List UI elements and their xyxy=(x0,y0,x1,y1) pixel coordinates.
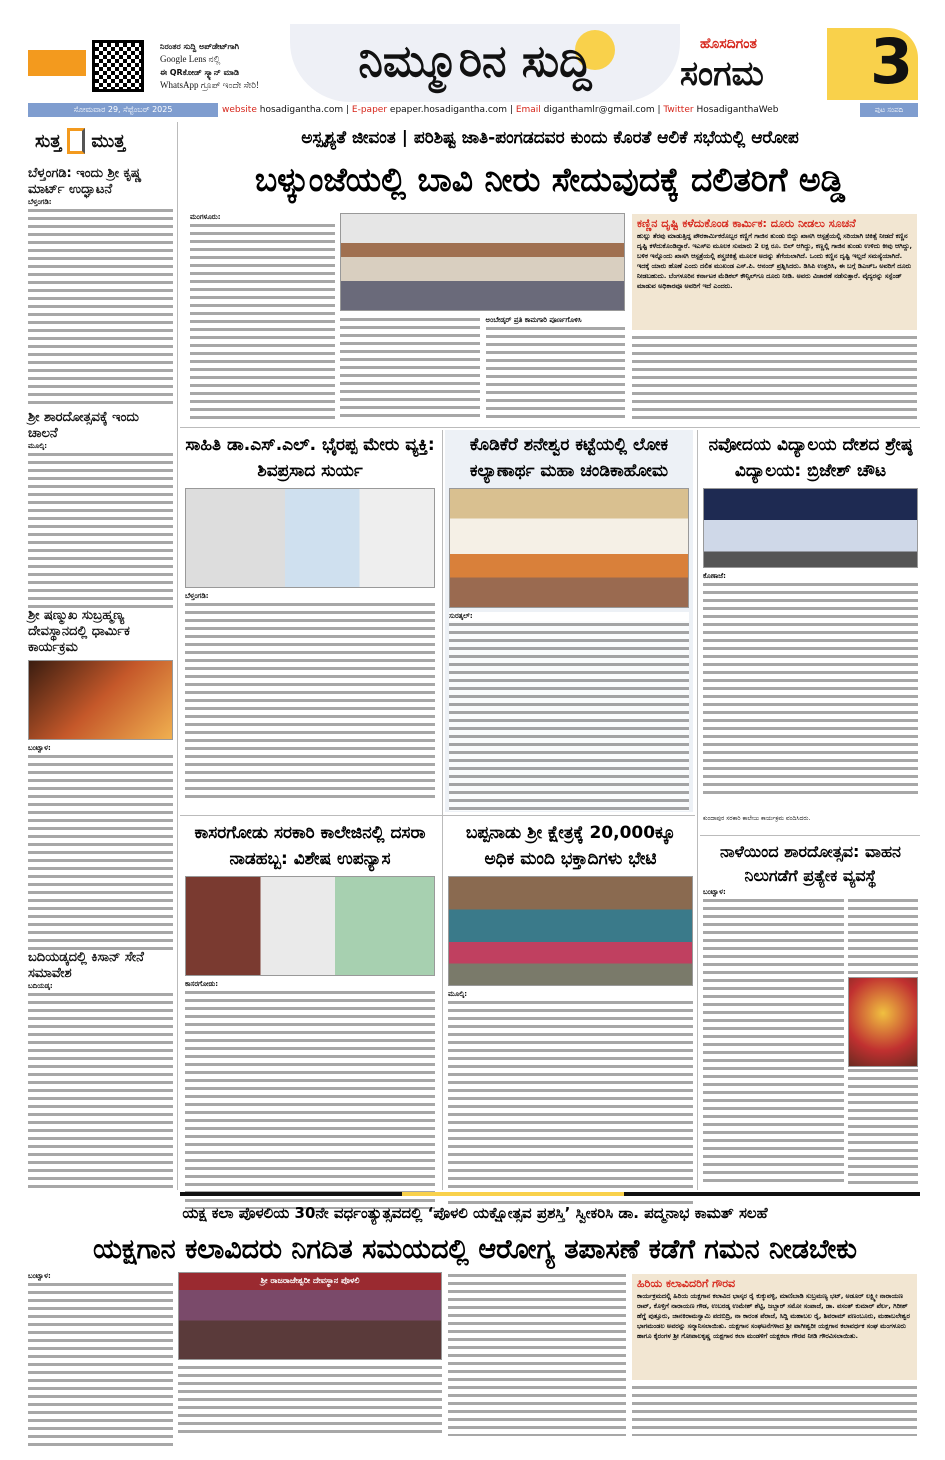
link-value: diganthamlr@gmail.com xyxy=(543,105,655,115)
link-value: epaper.hosadigantha.com xyxy=(389,105,508,115)
link-label: website xyxy=(222,105,257,115)
story-photo xyxy=(185,488,435,588)
divider xyxy=(442,430,443,1190)
body-text xyxy=(486,325,626,420)
sidebar-headline: ಶ್ರೀ ಷಣ್ಮುಖ ಸುಬ್ರಹ್ಮಣ್ಯ ದೇವಸ್ಥಾನದಲ್ಲಿ ಧಾರ್ಮಿಕ ಕಾರ್ಯಕ್ರಮ xyxy=(28,608,130,655)
masthead-title: ನಿಮ್ಮೂರಿನ ಸುದ್ದಿ xyxy=(358,36,592,87)
qr-instructions xyxy=(160,40,290,92)
body-text xyxy=(448,1272,626,1436)
story-headline: ಕೊಡಿಕೆರೆ ಶನೇಶ್ವರ ಕಟ್ಟೆಯಲ್ಲಿ ಲೋಕ ಕಲ್ಯಾಣಾರ್ಥ ಮಹಾ ಚಂಡಿಕಾಹೋಮ xyxy=(469,435,669,481)
story-side xyxy=(848,897,918,1187)
bottom-photo xyxy=(178,1272,442,1360)
link-label: E-paper xyxy=(351,105,388,115)
link-website[interactable] xyxy=(222,105,343,115)
body-text xyxy=(703,581,918,796)
date-bar: ಸೋಮವಾರ 29, ಸೆಪ್ಟೆಂಬರ್ 2025 xyxy=(28,103,218,117)
bottom-kicker: ಯಕ್ಷ ಕಲಾ ಪೊಳಲಿಯ 30ನೇ ವರ್ಧಂತ್ಯುತ್ಸವದಲ್ಲಿ ‘ಪೊಳಲಿ ಯಕ್ಷೋತ್ಸವ ಪ್ರಶಸ್ತಿ’ ಸ್ವೀಕರಿಸಿ ಡಾ. ಪದ್ಮನಾಭ ಕಾಮತ್ ಸಲಹೆ xyxy=(182,1204,768,1222)
sidebar-story-4 xyxy=(28,950,173,1191)
body-text xyxy=(185,989,435,1209)
story-navodaya xyxy=(703,432,918,796)
lead-column-3 xyxy=(486,316,626,421)
link-label: Email xyxy=(515,105,541,115)
body-text xyxy=(28,991,173,1191)
edition-label: ಪುಟ ಸಂಪದಿ xyxy=(860,103,918,117)
story-chandikahoma xyxy=(445,430,693,812)
box-text: ಹುಲ್ಲು ತೆರವು ಮಾಡುತ್ತಿದ್ದ ಪೌರಕಾರ್ಮಿಕರೊಬ್ಬರ ಕಣ್ಣಿಗೆ ಗಾಜಿನ ತುಂಡು ಬಿದ್ದು ಖಾಸಗಿ ಆಸ್ಪತ್ರೆಯಲ್ಲಿ ಸರಿಯಾಗಿ ಚಿಕಿತ್ಸೆ ನೀಡದೆ ಕಣ್ಣಿನ ದೃಷ್ಟಿ ಕಳೆದುಕೊಂಡಿದ್ದಾರೆ. ಇಎಸ್‌ಐ ಮೂಲಕ ಸುಮಾರು 2 ಲಕ್ಷ ರೂ. ಬಿಲ್ ಆಗಿದ್ದು, ಕಣ್ಣಲ್ಲಿ ಗಾಜಿನ ತುಂಡು ಉಳಿದು ಕೀವು ಆಗಿದ್ದು, ಬಳಿಕ ಇನ್ನೊಂದು ಖಾಸಗಿ ಆಸ್ಪತ್ರೆಯಲ್ಲಿ ಶಸ್ತ್ರಚಿಕಿತ್ಸೆ ಮೂಲಕ ಅದನ್ನು ತೆಗೆಯಲಾಗಿದೆ. ಒಂದು ಕಣ್ಣಿನ ದೃಷ್ಟಿ ಇಲ್ಲದೆ ಸಮಸ್ಯೆಯಾಗಿದೆ. ಇದಕ್ಕೆ ಯಾರು ಹೊಣೆ ಎಂದು ದಲಿತ ಮುಖಂಡ ಎಸ್.ಪಿ. ಆನಂದ್ ಪ್ರಶ್ನಿಸಿದರು. ಡಿಸಿಪಿ ಉತ್ತರಿಸಿ, ಈ ಬಗ್ಗೆ ಡಿಎಚ್‌ಒ ಅವರಿಗೆ ದೂರು ನೀಡಬಹುದು. ಬೆಂಗಳೂರಿನ ಕರ್ನಾಟಕ ಮೆಡಿಕಲ್ ಕೌನ್ಸಿಲ್‌ಗೂ ದೂರು ನೀಡಿ. ಅವರು ವಿಚಾರಣೆ ನಡೆಸುತ್ತಾರೆ. ವೈದ್ಯರನ್ನು ಸಸ್ಪೆಂಡ್ ಮಾಡುವ ಅಧಿಕಾರವೂ ಅವರಿಗೆ ಇದೆ ಎಂದರು. xyxy=(637,232,912,290)
sidebar-headline: ಶ್ರೀ ಶಾರದೋತ್ಸವಕ್ಕೆ ಇಂದು ಚಾಲನೆ xyxy=(28,410,139,441)
subhead: ಅಂಬೇಡ್ಕರ್ ಪ್ರತಿ ಕಾಮಗಾರಿ ಪೂರ್ಣಗೊಳಿಸಿ xyxy=(486,316,626,325)
sidebar-headline: ಬೆಳ್ತಂಗಡಿ: ಇಂದು ಶ್ರೀ ಕೃಷ್ಣ ಮಾರ್ಟ್ ಉದ್ಘಾಟನೆ xyxy=(28,166,142,197)
bottom-sidebox xyxy=(632,1274,917,1380)
body-text xyxy=(28,1281,173,1446)
story-kasaragod xyxy=(185,820,435,1209)
body-text xyxy=(632,1384,917,1436)
story-headline: ನಾಳೆಯಿಂದ ಶಾರದೋತ್ಸವ: ವಾಹನ ನಿಲುಗಡೆಗೆ ಪ್ರತ್ಯೇಕ ವ್ಯವಸ್ಥೆ xyxy=(720,842,901,885)
body-text xyxy=(632,334,917,422)
qr-line: WhatsApp ಗ್ರೂಪ್ ಇಂದೇ ಸೇರಿ! xyxy=(160,80,260,90)
sidebar-title-right: ಮುತ್ತ xyxy=(91,130,126,152)
sidebar-story-1 xyxy=(28,166,173,407)
link-epaper[interactable] xyxy=(352,105,507,115)
page-number: 3 xyxy=(870,25,914,98)
dateline: ಬೆಳ್ತಂಗಡಿ: xyxy=(185,592,435,601)
dateline: ಬದಿಯಡ್ಕ: xyxy=(28,982,173,991)
link-value: hosadigantha.com xyxy=(259,105,344,115)
divider xyxy=(700,835,920,836)
sidebar-story-3 xyxy=(28,608,173,953)
body-text xyxy=(190,222,335,422)
story-photo xyxy=(185,876,435,976)
lead-column-1 xyxy=(190,213,335,422)
qr-line: ಈ QRಕೋಡ್ ಸ್ಕ್ಯಾನ್ ಮಾಡಿ xyxy=(160,68,240,77)
bottom-headline: ಯಕ್ಷಗಾನ ಕಲಾವಿದರು ನಿಗದಿತ ಸಮಯದಲ್ಲಿ ಆರೋಗ್ಯ ತಪಾಸಣೆ ಕಡೆಗೆ ಗಮನ ನೀಡಬೇಕು xyxy=(92,1234,858,1265)
box-title: ಕಣ್ಣಿನ ದೃಷ್ಟಿ ಕಳೆದುಕೊಂಡ ಕಾರ್ಮಿಕ: ದೂರು ನೀಡಲು ಸೂಚನೆ xyxy=(637,217,856,230)
dateline: ಮಂಗಳೂರು: xyxy=(190,213,335,222)
story-tail: ಕುಂದಾಪುರ ಸರಕಾರಿ ಕಾಲೇಜು ಕಾರ್ಯಕ್ರಮ ವಂದಿಸಿದರು. xyxy=(703,815,811,822)
link-email[interactable] xyxy=(516,105,655,115)
link-value: HosadiganthaWeb xyxy=(696,105,779,115)
story-headline: ಸಾಹಿತಿ ಡಾ.ಎಸ್.ಎಲ್. ಭೈರಪ್ಪ ಮೇರು ವ್ಯಕ್ತಿ: ಶಿವಪ್ರಸಾದ ಸುರ್ಯ xyxy=(185,435,435,481)
body-text xyxy=(178,1364,442,1436)
lead-photo xyxy=(340,213,625,311)
dateline: ಕಾಸರಗೋಡು: xyxy=(185,980,435,989)
divider xyxy=(180,815,695,816)
box-title: ಹಿರಿಯ ಕಲಾವಿದರಿಗೆ ಗೌರವ xyxy=(637,1277,736,1290)
body-text xyxy=(185,601,435,801)
bottom-rule xyxy=(180,1192,920,1196)
lead-sidebox xyxy=(632,214,917,330)
lead-columns-2 xyxy=(340,316,625,421)
sidebar-headline: ಬದಿಯಡ್ಕದಲ್ಲಿ ಕಿಸಾನ್ ಸೇನೆ ಸಮಾವೇಶ xyxy=(28,950,144,981)
dateline: ಮೂಲ್ಕಿ: xyxy=(448,990,693,999)
link-label: Twitter xyxy=(663,105,694,115)
story-headline: ಕಾಸರಗೋಡು ಸರಕಾರಿ ಕಾಲೇಜಿನಲ್ಲಿ ದಸರಾ ನಾಡಹಬ್ಬ: ವಿಶೇಷ ಉಪನ್ಯಾಸ xyxy=(194,823,426,869)
box-text: ಕಾರ್ಯಕ್ರಮದಲ್ಲಿ ಹಿರಿಯ ಯಕ್ಷಗಾನ ಕಲಾವಿದ ಭಾಸ್ಕರ ರೈ ಕುಕ್ಕುವಳ್ಳಿ, ಮಾಣಿಬಾಡಿ ಸುಬ್ರಮಣ್ಯ ಭಟ್, ಅಡೂರ್ ಲಕ್ಷ್ಮೀ ನಾರಾಯಣ ರಾವ್, ಕೊಳ್ತಿಗೆ ನಾರಾಯಣ ಗೌಡ, ಉಬರಡ್ಕ ಉಮೇಶ್ ಶೆಟ್ಟಿ, ಜಬ್ಬಾರ್ ಸಮೋ ಸಂಪಾಜೆ, ಡಾ. ವಸಂತ್ ಕುಮಾರ್ ಪೆರ್ಲ, ಗಿರೀಶ್ ಹೆಗ್ಡೆ ಪುತ್ತೂರು, ಜಾನಕಿರಾಮಸ್ವಾಮಿ ಪದಬಿದ್ರಿ, ನಾ ಕಾರಂತ ಪೆರಾಜೆ, ಸಿದ್ದಿ ಮಹಾಬಲ ರೈ, ಶಿವರಾಮ್ ಪಣಂಬೂರು, ಮಹಾಬಲೇಶ್ವರ ಭಾಗಮಂಡಲ ಅವರನ್ನು ಸನ್ಮಾನಿಸಲಾಯಿತು. ಯಕ್ಷಗಾನ ಸಂಘಟನೆಗಳಾದ ಶ್ರೀ ವಾಗೀಶ್ವರೀ ಯಕ್ಷಗಾನ ಕಲಾವರ್ಧಕ ಸಂಘ ಮಂಗಳೂರು ಹಾಗೂ ಕೈರಂಗಳ ಶ್ರೀ ಗೋಪಾಲಕೃಷ್ಣ ಯಕ್ಷಗಾನ ಕಲಾ ಮಂಡಳಿಗೆ ಯಕ್ಷಕಲಾ ಗೌರವ ನೀಡಿ ಗೌರವಿಸಲಾಯಿತು. xyxy=(637,1292,910,1340)
story-bappanadu xyxy=(448,820,693,1209)
body-text xyxy=(340,316,480,421)
body-text xyxy=(449,621,689,811)
lead-headline: ಬಳ್ಕುಂಜೆಯಲ್ಲಿ ಬಾವಿ ನೀರು ಸೇದುವುದಕ್ಕೆ ದಲಿತರಿಗೆ ಅಡ್ಡಿ xyxy=(254,160,846,199)
body-text xyxy=(848,1067,918,1187)
sidebar-title xyxy=(35,128,175,154)
story-photo xyxy=(448,876,693,986)
story-photo xyxy=(703,488,918,568)
qr-code-icon xyxy=(92,40,144,92)
deity-photo xyxy=(848,977,918,1067)
divider xyxy=(180,427,920,428)
story-headline: ಬಪ್ಪನಾಡು ಶ್ರೀ ಕ್ಷೇತ್ರಕ್ಕೆ 20,000ಕ್ಕೂ ಅಧಿಕ ಮಂದಿ ಭಕ್ತಾದಿಗಳು ಭೇಟಿ xyxy=(465,823,676,869)
story-photo xyxy=(449,488,689,608)
dateline: ಬಂಟ್ವಾಳ: xyxy=(703,888,918,897)
story-photo xyxy=(28,660,173,740)
dateline: ಬಂಟ್ವಾಳ: xyxy=(28,1272,173,1281)
brand-logo: ಹೊಸದಿಗಂತ xyxy=(700,36,757,52)
sidebar-divider xyxy=(177,122,178,1190)
body-text xyxy=(703,897,844,1187)
dateline: ಮೂಲ್ಕಿ: xyxy=(28,442,173,451)
dateline: ಬಂಟ್ವಾಳ: xyxy=(28,744,173,753)
section-title: ಸಂಗಮ xyxy=(680,54,764,94)
dateline: ಕೊಣಾಜೆ: xyxy=(703,572,918,581)
story-body xyxy=(703,897,918,1187)
body-text xyxy=(28,451,173,611)
orange-block xyxy=(28,50,86,76)
body-text xyxy=(448,999,693,1209)
links-bar: website hosadigantha.com | E-paper epaper.hosadigantha.com | Email diganthamlr@gmail.com | Twitter HosadiganthaWeb xyxy=(222,105,779,115)
body-text xyxy=(848,897,918,977)
body-text xyxy=(28,207,173,407)
qr-line: ನಿರಂತರ ಸುದ್ದಿ ಅಪ್‌ಡೇಟ್‌ಗಾಗಿ xyxy=(160,42,240,51)
dateline: ಬೆಳ್ತಂಗಡಿ: xyxy=(28,198,173,207)
qr-line: Google Lens ನಲ್ಲಿ xyxy=(160,54,221,64)
photo-banner: ಶ್ರೀ ರಾಜರಾಜೇಶ್ವರೀ ದೇವಸ್ಥಾನ ಪೊಳಲಿ xyxy=(260,1276,360,1285)
door-icon xyxy=(67,128,85,154)
link-twitter[interactable] xyxy=(663,105,778,115)
sidebar-story-2 xyxy=(28,410,173,611)
body-text xyxy=(28,753,173,953)
story-bhyrappa xyxy=(185,432,435,801)
story-sharadotsava xyxy=(703,840,918,1187)
divider xyxy=(697,430,698,1190)
bottom-column-1 xyxy=(28,1272,173,1446)
dateline: ಸುರತ್ಕಲ್: xyxy=(449,612,689,621)
sidebar-title-left: ಸುತ್ತ xyxy=(35,130,62,152)
story-headline: ನವೋದಯ ವಿದ್ಯಾಲಯ ದೇಶದ ಶ್ರೇಷ್ಠ ವಿದ್ಯಾಲಯ: ಬ್ರಿಜೇಶ್ ಚೌಟ xyxy=(708,435,913,481)
lead-kicker: ಅಸ್ಪೃಶ್ಯತೆ ಜೀವಂತ | ಪರಿಶಿಷ್ಟ ಜಾತಿ-ಪಂಗಡದವರ ಕುಂದು ಕೊರತೆ ಆಲಿಕೆ ಸಭೆಯಲ್ಲಿ ಆರೋಪ xyxy=(301,128,799,148)
